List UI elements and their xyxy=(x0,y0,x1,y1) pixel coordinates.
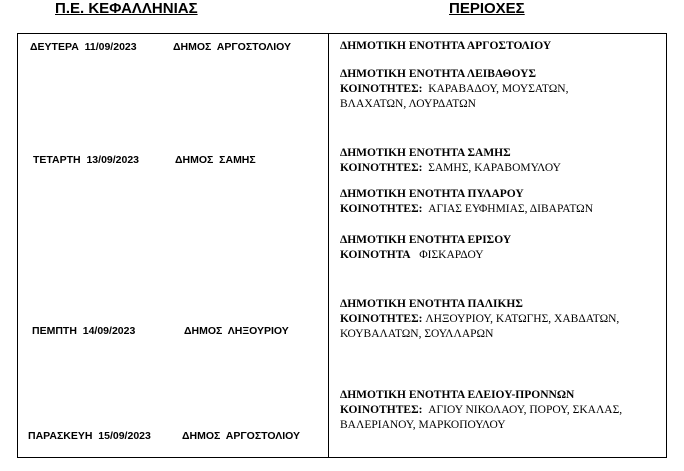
area-title: ΔΗΜΟΤΙΚΗ ΕΝΟΤΗΤΑ ΣΑΜΗΣ xyxy=(340,147,511,159)
area-communities-cont: ΚΟΥΒΑΛΑΤΩΝ, ΣΟΥΛΛΑΡΩΝ xyxy=(340,328,494,340)
area-block-sami xyxy=(340,146,561,176)
areas-header: ΠΕΡΙΟΧΕΣ xyxy=(449,0,525,17)
area-block-erisou xyxy=(340,233,511,263)
area-block-argostoli xyxy=(340,39,551,54)
schedule-municipality-2: ΔΗΜΟΣ ΣΑΜΗΣ xyxy=(175,154,256,166)
area-communities: ΣΑΜΗΣ, ΚΑΡΑΒΟΜΥΛΟΥ xyxy=(428,162,561,174)
schedule-municipality-1: ΔΗΜΟΣ ΑΡΓΟΣΤΟΛΙΟΥ xyxy=(173,41,292,53)
area-block-palikis xyxy=(340,297,619,342)
area-title: ΔΗΜΟΤΙΚΗ ΕΝΟΤΗΤΑ ΕΡΙΣΟΥ xyxy=(340,234,512,246)
area-communities-label: ΚΟΙΝΟΤΗΤΕΣ: xyxy=(340,313,423,325)
area-block-pylarou xyxy=(340,187,593,217)
area-title: ΔΗΜΟΤΙΚΗ ΕΝΟΤΗΤΑ ΛΕΙΒΑΘΟΥΣ xyxy=(340,68,536,80)
area-communities-label: ΚΟΙΝΟΤΗΤΕΣ: xyxy=(340,83,423,95)
schedule-day-2: ΤΕΤΑΡΤΗ 13/09/2023 xyxy=(33,154,140,166)
area-communities: ΛΗΞΟΥΡΙΟΥ, ΚΑΤΩΓΗΣ, ΧΑΒΔΑΤΩΝ, xyxy=(425,313,620,325)
area-communities-cont: ΒΑΛΕΡΙΑΝΟΥ, ΜΑΡΚΟΠΟΥΛΟΥ xyxy=(340,419,506,431)
schedule-day-1: ΔΕΥΤΕΡΑ 11/09/2023 xyxy=(30,41,137,53)
regional-unit-header: Π.Ε. ΚΕΦΑΛΛΗΝΙΑΣ xyxy=(55,0,198,17)
area-communities-label: ΚΟΙΝΟΤΗΤΕΣ: xyxy=(340,162,423,174)
column-divider xyxy=(328,33,329,458)
schedule-day-4: ΠΑΡΑΣΚΕΥΗ 15/09/2023 xyxy=(28,430,151,442)
area-communities: ΦΙΣΚΑΡΔΟΥ xyxy=(419,249,484,261)
area-block-eleiou-pronnon xyxy=(340,388,622,433)
area-communities: ΚΑΡΑΒΑΔΟΥ, ΜΟΥΣΑΤΩΝ, xyxy=(428,83,569,95)
area-communities-label: ΚΟΙΝΟΤΗΤΕΣ: xyxy=(340,203,423,215)
area-communities: ΑΓΙΟΥ ΝΙΚΟΛΑΟΥ, ΠΟΡΟΥ, ΣΚΑΛΑΣ, xyxy=(428,404,623,416)
area-communities-label: ΚΟΙΝΟΤΗΤΑ xyxy=(340,249,411,261)
schedule-day-3: ΠΕΜΠΤΗ 14/09/2023 xyxy=(32,325,136,337)
schedule-municipality-3: ΔΗΜΟΣ ΛΗΞΟΥΡΙΟΥ xyxy=(184,325,289,337)
area-communities-cont: ΒΛΑΧΑΤΩΝ, ΛΟΥΡΔΑΤΩΝ xyxy=(340,98,476,110)
area-title: ΔΗΜΟΤΙΚΗ ΕΝΟΤΗΤΑ ΑΡΓΟΣΤΟΛΙΟΥ xyxy=(340,40,552,52)
area-communities: ΑΓΙΑΣ ΕΥΦΗΜΙΑΣ, ΔΙΒΑΡΑΤΩΝ xyxy=(428,203,594,215)
schedule-municipality-4: ΔΗΜΟΣ ΑΡΓΟΣΤΟΛΙΟΥ xyxy=(182,430,301,442)
area-title: ΔΗΜΟΤΙΚΗ ΕΝΟΤΗΤΑ ΕΛΕΙΟΥ-ΠΡΟΝΝΩΝ xyxy=(340,389,575,401)
area-block-leivathous xyxy=(340,67,568,112)
area-title: ΔΗΜΟΤΙΚΗ ΕΝΟΤΗΤΑ ΠΥΛΑΡΟΥ xyxy=(340,188,524,200)
area-title: ΔΗΜΟΤΙΚΗ ΕΝΟΤΗΤΑ ΠΑΛΙΚΗΣ xyxy=(340,298,523,310)
area-communities-label: ΚΟΙΝΟΤΗΤΕΣ: xyxy=(340,404,423,416)
